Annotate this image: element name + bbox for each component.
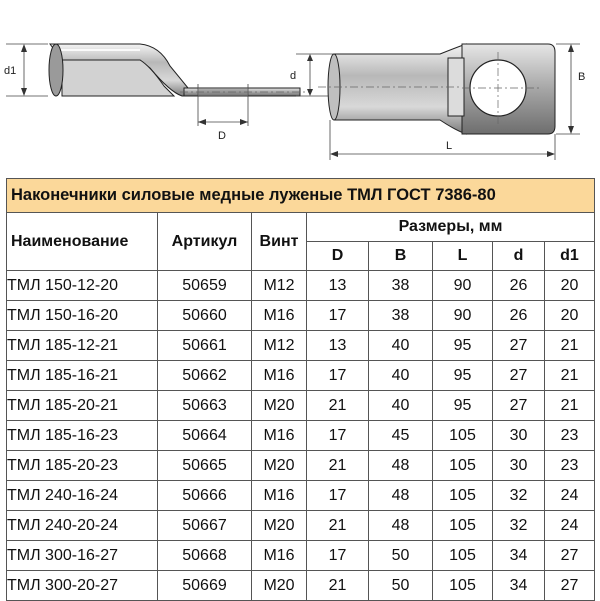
cell-D: 21 [307,511,369,541]
cell-L: 95 [433,331,493,361]
cell-d1: 20 [545,301,595,331]
cell-article: 50669 [158,571,252,601]
label-B: B [578,71,586,83]
cell-B: 48 [369,481,433,511]
cell-D: 21 [307,571,369,601]
cell-d: 30 [493,451,545,481]
cell-d1: 23 [545,421,595,451]
cell-d: 26 [493,271,545,301]
label-L: L [446,140,453,152]
cell-screw: М12 [252,271,307,301]
table-row [7,541,595,571]
cell-screw: М20 [252,391,307,421]
cell-name: ТМЛ 300-20-27 [7,571,158,601]
cell-d: 30 [493,421,545,451]
cell-D: 17 [307,541,369,571]
cell-screw: М16 [252,361,307,391]
cell-d: 34 [493,541,545,571]
spec-table [6,178,595,601]
cell-screw: М16 [252,421,307,451]
technical-drawing [0,0,600,178]
cell-name: ТМЛ 185-20-23 [7,451,158,481]
cell-D: 13 [307,271,369,301]
cell-B: 40 [369,331,433,361]
header-article: Артикул [158,213,252,271]
cell-article: 50660 [158,301,252,331]
cell-name: ТМЛ 185-12-21 [7,331,158,361]
cell-L: 90 [433,271,493,301]
cell-B: 50 [369,541,433,571]
cell-article: 50668 [158,541,252,571]
cell-D: 13 [307,331,369,361]
cell-screw: М20 [252,571,307,601]
cell-d: 26 [493,301,545,331]
cell-L: 105 [433,511,493,541]
table-row [7,391,595,421]
table-row [7,361,595,391]
cell-L: 105 [433,451,493,481]
cell-name: ТМЛ 185-16-23 [7,421,158,451]
cell-screw: М16 [252,301,307,331]
cell-B: 40 [369,391,433,421]
cell-d: 32 [493,511,545,541]
header-dim-B: B [369,242,433,271]
cell-article: 50661 [158,331,252,361]
cell-name: ТМЛ 185-16-21 [7,361,158,391]
cell-name: ТМЛ 150-16-20 [7,301,158,331]
cell-B: 48 [369,451,433,481]
cell-d: 34 [493,571,545,601]
table-row [7,511,595,541]
cell-d: 27 [493,391,545,421]
cell-d1: 20 [545,271,595,301]
label-d1: d1 [4,65,17,77]
cell-L: 95 [433,391,493,421]
cell-B: 45 [369,421,433,451]
cell-name: ТМЛ 240-20-24 [7,511,158,541]
cell-D: 21 [307,451,369,481]
table-row [7,331,595,361]
cell-d1: 27 [545,541,595,571]
cell-name: ТМЛ 150-12-20 [7,271,158,301]
cell-d1: 24 [545,511,595,541]
cell-name: ТМЛ 240-16-24 [7,481,158,511]
header-dim-L: L [433,242,493,271]
cell-screw: М20 [252,451,307,481]
table-row [7,421,595,451]
header-screw: Винт [252,213,307,271]
table-row [7,481,595,511]
cell-d: 32 [493,481,545,511]
cell-B: 40 [369,361,433,391]
cell-D: 17 [307,301,369,331]
header-name: Наименование [7,213,158,271]
top-view [290,44,585,160]
cell-d1: 23 [545,451,595,481]
table-row [7,271,595,301]
cell-article: 50665 [158,451,252,481]
cell-article: 50667 [158,511,252,541]
cell-article: 50659 [158,271,252,301]
table-row [7,571,595,601]
cell-B: 38 [369,301,433,331]
table-body [7,271,595,601]
table-row [7,301,595,331]
cell-L: 105 [433,541,493,571]
label-d: d [290,70,297,82]
cell-article: 50666 [158,481,252,511]
table-row [7,451,595,481]
cell-article: 50662 [158,361,252,391]
cell-d1: 21 [545,361,595,391]
cell-L: 105 [433,481,493,511]
side-view [4,44,310,142]
header-dim-D: D [307,242,369,271]
cell-L: 105 [433,421,493,451]
cell-article: 50664 [158,421,252,451]
cell-name: ТМЛ 185-20-21 [7,391,158,421]
cell-screw: М16 [252,481,307,511]
cell-D: 17 [307,421,369,451]
table-title: Наконечники силовые медные луженые ТМЛ ГОСТ 7386-80 [7,179,595,213]
header-dimensions: Размеры, мм [307,213,595,242]
cell-d: 27 [493,361,545,391]
cell-d1: 27 [545,571,595,601]
cell-d: 27 [493,331,545,361]
cell-d1: 24 [545,481,595,511]
cell-screw: М12 [252,331,307,361]
cell-D: 17 [307,481,369,511]
cell-screw: М20 [252,511,307,541]
label-D: D [218,130,226,142]
cell-d1: 21 [545,331,595,361]
cell-L: 105 [433,571,493,601]
cell-D: 21 [307,391,369,421]
cell-L: 90 [433,301,493,331]
cell-B: 38 [369,271,433,301]
cell-D: 17 [307,361,369,391]
cell-L: 95 [433,361,493,391]
cell-d1: 21 [545,391,595,421]
cell-B: 48 [369,511,433,541]
cell-article: 50663 [158,391,252,421]
cell-name: ТМЛ 300-16-27 [7,541,158,571]
header-dim-d: d [493,242,545,271]
cell-B: 50 [369,571,433,601]
header-dim-d1: d1 [545,242,595,271]
cell-screw: М16 [252,541,307,571]
